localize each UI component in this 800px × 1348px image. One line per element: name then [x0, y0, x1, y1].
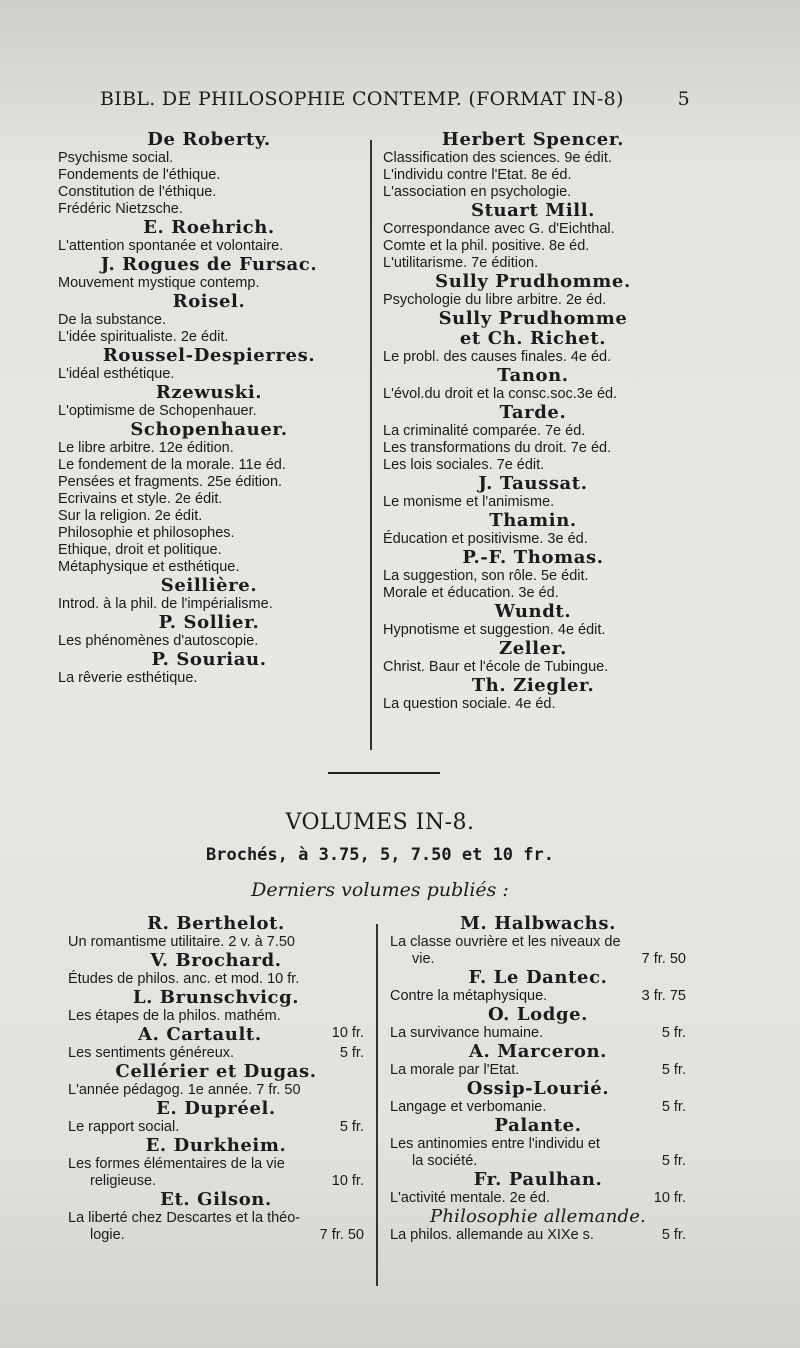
author-name: E. Durkheim. — [145, 1135, 287, 1156]
catalog-entry — [58, 576, 360, 613]
author-name: Et. Gilson. — [160, 1189, 272, 1210]
book-title: Les transformations du droit. 7e éd. — [383, 440, 612, 456]
book-title: Constitution de l'éthique. — [58, 184, 217, 200]
book-price: 5 fr. — [661, 1227, 686, 1243]
book-title — [68, 934, 364, 951]
book-title: De la substance. — [58, 312, 167, 328]
catalog-entry — [58, 420, 360, 576]
book-title — [68, 1008, 364, 1025]
author-name: Ossip-Lourié. — [466, 1078, 610, 1099]
catalog-entry — [58, 218, 360, 255]
book-title — [68, 1045, 364, 1062]
book-title: Métaphysique et esthétique. — [58, 559, 240, 575]
book-title: L'attention spontanée et volontaire. — [58, 238, 284, 254]
author-name: Roussel-Despierres. — [102, 345, 316, 366]
book-title: L'association en psychologie. — [383, 184, 572, 200]
catalog-entry — [390, 1079, 686, 1116]
bottom-right-column — [390, 914, 686, 1244]
catalog-entry — [68, 1190, 364, 1244]
catalog-entry — [383, 366, 683, 403]
section-divider — [328, 772, 440, 774]
running-header — [100, 88, 690, 110]
catalog-entry — [390, 968, 686, 1005]
title-text: Contre la métaphysique. — [390, 988, 548, 1004]
title-text: Les antinomies entre l'individu et — [390, 1136, 600, 1152]
title-text: Études de philos. anc. et mod. 10 fr. — [68, 971, 300, 987]
catalog-entry — [58, 383, 360, 420]
catalog-entry — [68, 1136, 364, 1190]
author-name: P. Sollier. — [158, 612, 260, 633]
book-price: 10 fr. — [653, 1190, 686, 1206]
author-name: A. Marceron. — [468, 1041, 608, 1062]
book-title: Philosophie et philosophes. — [58, 525, 235, 541]
catalog-entry — [68, 1099, 364, 1136]
catalog-entry — [390, 1005, 686, 1042]
author-name: A. Cartault. — [138, 1024, 262, 1045]
book-title: Les phénomènes d'autoscopie. — [58, 633, 259, 649]
book-title: Frédéric Nietzsche. — [58, 201, 183, 217]
author-name: R. Berthelot. — [147, 913, 285, 934]
catalog-entry — [383, 548, 683, 602]
catalog-entry — [390, 914, 686, 968]
catalog-entry — [383, 309, 683, 329]
author-name: Tanon. — [497, 365, 569, 386]
book-price: 5 fr. — [661, 1153, 686, 1169]
book-title: Pensées et fragments. 25e édition. — [58, 474, 283, 490]
author-name: et Ch. Richet. — [459, 328, 607, 349]
title-text: Les formes élémentaires de la vie — [68, 1156, 285, 1172]
catalog-entry — [68, 1062, 364, 1099]
book-title: L'évol.du droit et la consc.soc.3e éd. — [383, 386, 618, 402]
book-price: 5 fr. — [661, 1099, 686, 1115]
book-title: Éducation et positivisme. 3e éd. — [383, 531, 588, 547]
author-name: Sully Prudhomme — [438, 308, 628, 329]
book-title — [68, 971, 364, 988]
book-title: Mouvement mystique contemp. — [58, 275, 260, 291]
title-text: La philos. allemande au XIXe s. — [390, 1227, 594, 1243]
book-title: Classification des sciences. 9e édit. — [383, 150, 612, 166]
catalog-entry — [68, 1025, 364, 1062]
book-title: La question sociale. 4e éd. — [383, 696, 556, 712]
catalog-entry — [58, 255, 360, 292]
title-text: la société. — [412, 1153, 478, 1169]
catalog-entry — [383, 474, 683, 511]
book-title — [68, 1210, 364, 1227]
book-title — [390, 934, 686, 951]
header-title: BIBL. DE PHILOSOPHIE CONTEMP. (FORMAT IN-8) — [100, 88, 624, 110]
book-title: Psychisme social. — [58, 150, 174, 166]
book-price: 10 fr. — [331, 1025, 364, 1041]
book-title: Ethique, droit et politique. — [58, 542, 222, 558]
book-title — [68, 1173, 364, 1190]
catalog-entry — [58, 346, 360, 383]
author-name: P.-F. Thomas. — [462, 547, 604, 568]
author-name: Seillière. — [160, 575, 258, 596]
page-number: 5 — [677, 88, 690, 110]
catalog-entry — [68, 951, 364, 988]
section-title: VOLUMES IN-8. — [285, 810, 475, 835]
top-left-column — [58, 130, 360, 687]
book-title: L'utilitarisme. 7e édition. — [383, 255, 539, 271]
author-name: De Roberty. — [147, 129, 271, 150]
book-price: 5 fr. — [339, 1045, 364, 1061]
book-title — [390, 1227, 686, 1244]
author-name: Th. Ziegler. — [471, 675, 595, 696]
book-price: 10 fr. — [331, 1173, 364, 1189]
book-price: 7 fr. 50 — [319, 1227, 364, 1243]
catalog-entry — [383, 602, 683, 639]
book-title: Hypnotisme et suggestion. 4e édit. — [383, 622, 606, 638]
book-title: La criminalité comparée. 7e éd. — [383, 423, 586, 439]
title-text: Les sentiments généreux. — [68, 1045, 235, 1061]
book-price: 5 fr. — [661, 1062, 686, 1078]
title-text: Le rapport social. — [68, 1119, 180, 1135]
book-title: Le probl. des causes finales. 4e éd. — [383, 349, 612, 365]
bottom-left-column — [68, 914, 364, 1244]
author-name: E. Dupréel. — [156, 1098, 276, 1119]
book-title — [390, 1190, 686, 1207]
title-text: Langage et verbomanie. — [390, 1099, 547, 1115]
title-text: religieuse. — [90, 1173, 157, 1189]
book-price: 5 fr. — [339, 1119, 364, 1135]
book-title — [68, 1227, 364, 1244]
book-title: Ecrivains et style. 2e édit. — [58, 491, 223, 507]
catalog-entry — [58, 130, 360, 218]
author-name: Tarde. — [499, 402, 567, 423]
book-title: La rêverie esthétique. — [58, 670, 198, 686]
book-title: Introd. à la phil. de l'impérialisme. — [58, 596, 273, 612]
author-name: Thamin. — [489, 510, 577, 531]
title-text: L'activité mentale. 2e éd. — [390, 1190, 550, 1206]
catalog-entry — [58, 613, 360, 650]
book-title — [390, 1136, 686, 1153]
book-price: 3 fr. 75 — [641, 988, 686, 1004]
catalog-entry — [390, 1042, 686, 1079]
title-text: vie. — [412, 951, 435, 967]
author-name: F. Le Dantec. — [468, 967, 608, 988]
catalog-entry — [383, 639, 683, 676]
author-name: Fr. Paulhan. — [473, 1169, 603, 1190]
title-text: La morale par l'Etat. — [390, 1062, 520, 1078]
catalog-entry — [383, 272, 683, 309]
book-title: Le libre arbitre. 12e édition. — [58, 440, 234, 456]
book-title: Christ. Baur et l'école de Tubingue. — [383, 659, 609, 675]
book-price: 5 fr. — [661, 1025, 686, 1041]
author-name: E. Roehrich. — [143, 217, 275, 238]
book-title — [390, 1062, 686, 1079]
book-title — [390, 1025, 686, 1042]
catalog-entry — [390, 1207, 686, 1244]
catalog-entry — [383, 511, 683, 548]
title-text: Les étapes de la philos. mathém. — [68, 1008, 281, 1024]
catalog-entry — [383, 130, 683, 201]
catalog-entry — [383, 403, 683, 474]
book-title — [68, 1156, 364, 1173]
book-title: Fondements de l'éthique. — [58, 167, 221, 183]
recent-volumes-heading: Derniers volumes publiés : — [251, 879, 509, 901]
author-name: Rzewuski. — [155, 382, 263, 403]
book-title: Psychologie du libre arbitre. 2e éd. — [383, 292, 607, 308]
book-title — [390, 1099, 686, 1116]
book-title: L'individu contre l'Etat. 8e éd. — [383, 167, 572, 183]
book-title: Les lois sociales. 7e édit. — [383, 457, 545, 473]
book-title: Le monisme et l'animisme. — [383, 494, 555, 510]
book-title — [68, 1082, 364, 1099]
title-text: L'année pédagog. 1e année. 7 fr. 50 — [68, 1082, 301, 1098]
catalog-entry — [58, 650, 360, 687]
author-name: J. Taussat. — [478, 473, 588, 494]
author-name: Stuart Mill. — [470, 200, 596, 221]
title-text: La liberté chez Descartes et la théo- — [68, 1210, 301, 1226]
author-name: Sully Prudhomme. — [435, 271, 631, 292]
column-divider-bottom — [376, 924, 378, 1286]
author-name: Wundt. — [494, 601, 572, 622]
author-name: Palante. — [494, 1115, 582, 1136]
author-name: Zeller. — [498, 638, 568, 659]
book-title — [390, 1153, 686, 1170]
book-title: Le fondement de la morale. 11e éd. — [58, 457, 286, 473]
title-text: Un romantisme utilitaire. 2 v. à 7.50 — [68, 934, 295, 950]
title-text: La survivance humaine. — [390, 1025, 544, 1041]
book-title: Comte et la phil. positive. 8e éd. — [383, 238, 590, 254]
author-name: Cellérier et Dugas. — [115, 1061, 317, 1082]
title-text: La classe ouvrière et les niveaux de — [390, 934, 621, 950]
catalog-entry — [68, 914, 364, 951]
catalog-entry — [383, 676, 683, 713]
author-name: V. Brochard. — [150, 950, 282, 971]
author-name: M. Halbwachs. — [460, 913, 616, 934]
catalog-entry — [383, 201, 683, 272]
title-text: logie. — [90, 1227, 125, 1243]
book-title: La suggestion, son rôle. 5e édit. — [383, 568, 589, 584]
author-name: J. Rogues de Fursac. — [100, 254, 318, 275]
author-name: Roisel. — [172, 291, 246, 312]
author-name: Schopenhauer. — [130, 419, 288, 440]
catalog-entry — [383, 329, 683, 366]
book-title: L'idéal esthétique. — [58, 366, 175, 382]
author-name: Herbert Spencer. — [441, 129, 625, 150]
book-title: L'idée spiritualiste. 2e édit. — [58, 329, 229, 345]
catalog-entry — [58, 292, 360, 346]
book-title — [390, 988, 686, 1005]
author-name: O. Lodge. — [487, 1004, 589, 1025]
catalog-entry — [390, 1116, 686, 1170]
book-title: Morale et éducation. 3e éd. — [383, 585, 559, 601]
author-name: L. Brunschvicg. — [132, 987, 300, 1008]
catalog-entry — [390, 1170, 686, 1207]
book-title — [390, 951, 686, 968]
book-title — [68, 1119, 364, 1136]
book-price: 7 fr. 50 — [641, 951, 686, 967]
book-title: Correspondance avec G. d'Eichthal. — [383, 221, 615, 237]
book-title: Sur la religion. 2e édit. — [58, 508, 203, 524]
price-line: Brochés, à 3.75, 5, 7.50 et 10 fr. — [206, 845, 554, 865]
book-title: L'optimisme de Schopenhauer. — [58, 403, 257, 419]
top-right-column — [383, 130, 683, 713]
author-name: Philosophie allemande. — [430, 1206, 646, 1227]
column-divider-top — [370, 140, 372, 750]
author-name: P. Souriau. — [151, 649, 267, 670]
